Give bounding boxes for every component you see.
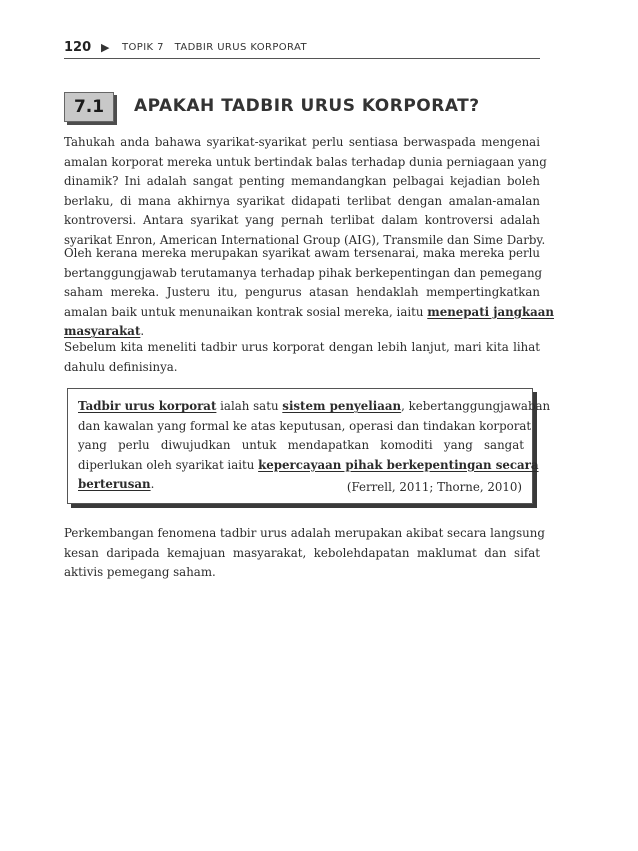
paragraph-line: amalan korporat mereka untuk bertindak balas terhadap dunia perniagaan yang	[64, 154, 547, 169]
page-number: 120	[64, 40, 92, 55]
highlight-term: masyarakat	[64, 324, 141, 338]
header-arrow-icon: ▶	[101, 41, 110, 54]
paragraph-line: saham mereka. Justeru itu, pengurus atasan hendaklah mempertingkatkan	[64, 285, 540, 299]
paragraph-line	[64, 303, 555, 323]
paragraph-line: berlaku, di mana akhirnya syarikat didapati terlibat dengan amalan-amalan	[64, 193, 540, 208]
paragraph-line: Oleh kerana mereka merupakan syarikat awam tersenarai, maka mereka perlu	[64, 246, 540, 260]
highlight-term: berterusan	[78, 477, 151, 491]
paragraph-line: Sebelum kita meneliti tadbir urus korporat dengan lebih lanjut, mari kita lihat	[64, 340, 540, 354]
line-text: .	[150, 477, 155, 491]
line-text: , kebertanggungjawaban	[401, 399, 551, 413]
line-text: amalan baik untuk menunaikan kontrak sosial mereka, iaitu	[64, 304, 428, 319]
highlight-term: sistem penyeliaan	[282, 399, 402, 413]
line-text: .	[140, 324, 145, 338]
paragraph-line: kontroversi. Antara syarikat yang pernah terlibat dalam kontroversi adalah	[64, 213, 540, 227]
definition-line: yang perlu diwujudkan untuk mendapatkan komoditi yang sangat	[78, 438, 524, 452]
definition-line	[78, 397, 551, 417]
line-text: diperlukan oleh syarikat iaitu	[78, 457, 259, 472]
paragraph-lead-in	[64, 338, 540, 377]
paragraph-line: dinamik? Ini adalah sangat penting memandangkan pelbagai kejadian boleh	[64, 174, 540, 188]
highlight-term: kepercayaan pihak berkepentingan secara	[258, 457, 539, 472]
paragraph-line: aktivis pemegang saham.	[64, 565, 216, 579]
definition-line	[78, 456, 539, 476]
definition-term: Tadbir urus korporat	[78, 399, 217, 413]
paragraph-intro	[64, 133, 547, 250]
paragraph-line: Perkembangan fenomena tadbir urus adalah merupakan akibat secara langsung	[64, 526, 545, 540]
header-topic: TOPIK 7 TADBIR URUS KORPORAT	[122, 42, 307, 53]
definition-box	[67, 388, 551, 504]
section-title: APAKAH TADBIR URUS KORPORAT?	[134, 96, 480, 116]
highlight-term: menepati jangkaan	[427, 304, 555, 319]
definition-citation: (Ferrell, 2011; Thorne, 2010)	[346, 480, 522, 494]
section-number-badge: 7.1	[64, 92, 114, 122]
paragraph-line: kesan daripada kemajuan masyarakat, kebolehdapatan maklumat dan sifat	[64, 545, 540, 560]
line-text: ialah satu	[216, 399, 283, 413]
definition-line: dan kawalan yang formal ke atas keputusan, operasi dan tindakan korporat	[78, 418, 532, 433]
running-header	[64, 38, 540, 59]
paragraph-line: syarikat Enron, American International Group (AIG), Transmile dan Sime Darby.	[64, 232, 546, 247]
paragraph-responsibility	[64, 244, 555, 342]
paragraph-line: bertanggungjawab terutamanya terhadap pihak berkepentingan dan pemegang	[64, 265, 543, 280]
paragraph-line: dahulu definisinya.	[64, 359, 178, 374]
paragraph-line: Tahukah anda bahawa syarikat-syarikat perlu sentiasa berwaspada mengenai	[64, 135, 540, 149]
paragraph-development	[64, 524, 545, 583]
